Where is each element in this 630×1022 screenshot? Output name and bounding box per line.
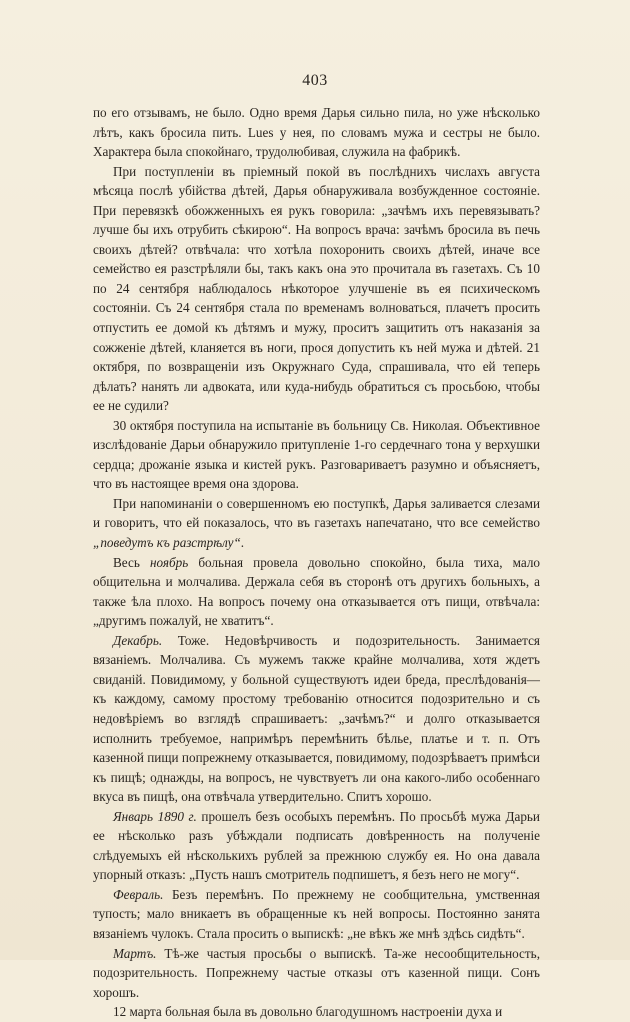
text-run: Тѣ-же частыя просьбы о выпискѣ. Та-же несообщительность, подозрительность. Попрежнему частые отказы отъ казенной пищи. Сонъ хорошъ. <box>93 945 540 1000</box>
italic-text: Декабрь. <box>113 632 163 648</box>
paragraph <box>93 885 540 944</box>
italic-text: ноябрь <box>149 554 189 570</box>
text-run: 12 марта больная была въ довольно благодушномъ настроеніи духа и <box>113 1004 503 1020</box>
text-run: При напоминаніи о совершенномъ ею поступкѣ, Дарья заливается слезами и говоритъ, что ей показалось, что въ газетахъ напечатано, что все семейство <box>93 495 540 531</box>
paragraph <box>93 807 540 885</box>
body-text <box>93 103 540 1022</box>
paragraph <box>93 416 540 494</box>
italic-text: Январь 1890 г. <box>113 808 197 824</box>
paragraph <box>93 944 540 1003</box>
page-number: 403 <box>302 72 328 89</box>
text-run: больная провела довольно спокойно, была тиха, мало общительна и молчалива. Держала себя въ сторонѣ отъ другихъ больныхъ, а также ѣла плохо. На вопросъ почему она отказывается отъ пищи, отвѣчала: „другимъ пожалуй, не хватитъ“. <box>93 554 540 629</box>
text-run: по его отзывамъ, не было. Одно время Дарья сильно пила, но уже нѣсколько лѣтъ, какъ бросила пить. Lues у нея, по словамъ мужа и сестры не было. Характера была спокойнаго, трудолюбивая, служила на фабрикѣ. <box>93 105 540 160</box>
text-run: При поступленіи въ пріемный покой въ послѣднихъ числахъ августа мѣсяца послѣ убійства дѣтей, Дарья обнаруживала возбужденное состояніе. При перевязкѣ обожженныхъ ея рукъ говорила: „зачѣмъ ихъ перевязывать? лучше бы ихъ отрубить сѣкирою“. На вопросъ врача: зачѣмъ бросила въ печь своихъ дѣтей? отвѣчала: что хотѣла похоронить своихъ дѣтей, иначе все семейство ея разстрѣляли бы, такъ какъ она это прочитала въ газетахъ. Съ 10 по 24 сентября наблюдалось нѣкоторое улучшеніе въ ея психическомъ состояніи. Съ 24 сентября стала по временамъ волноваться, плачетъ просить отпустить ее домой къ дѣтямъ и мужу, проситъ защитить отъ наказанія за сожженіе дѣтей, кланяется въ ноги, прося допустить къ ней мужа и дѣтей. 21 октября, по возвращеніи изъ Окружнаго Суда, спрашивала, что ей теперь дѣлать? нанять ли адвоката, или куда-нибудь обратиться съ просьбою, чтобы ее не судили? <box>93 163 540 414</box>
text-run: Весь <box>113 554 150 570</box>
italic-text: Мартъ. <box>113 945 157 961</box>
text-run: Тоже. Недовѣрчивость и подозрительность. Занимается вязаніемъ. Молчалива. Съ мужемъ также крайне молчалива, хотя ждетъ свиданій. Повидимому, у больной существуютъ идеи бреда, преслѣдованія—къ каждому, самому простому требованію относится подозрительно и съ недовѣріемъ во взглядѣ спрашиваетъ: „зачѣмъ?“ и долго отказывается исполнить требуемое, напримѣръ перемѣнить бѣлье, платье и т. п. Отъ казенной пищи попрежнему отказывается, повидимому, подозрѣваетъ примѣси къ пищѣ; однажды, на вопросъ, не чувствуетъ ли она какого-либо особеннаго вкуса въ пищѣ, она отвѣчала утвердительно. Спитъ хорошо. <box>93 632 540 805</box>
paragraph <box>93 1002 540 1022</box>
paragraph <box>93 494 540 553</box>
text-run: 30 октября поступила на испытаніе въ больницу Св. Николая. Объективное изслѣдованіе Дарьи обнаружило притупленіе 1-го сердечнаго тона у верхушки сердца; дрожаніе языка и кистей рукъ. Разговариваетъ разумно и объясняетъ, что въ настоящее время она здорова. <box>93 417 540 492</box>
paragraph <box>93 631 540 807</box>
paragraph <box>93 162 540 416</box>
italic-text: Февраль. <box>113 886 164 902</box>
paragraph <box>93 553 540 631</box>
text-run: . <box>240 535 245 551</box>
text-run: Безъ перемѣнъ. По прежнему не сообщительна, умственная тупость; мало вникаетъ въ обращенные къ ней вопросы. Постоянно занята вязаніемъ чулокъ. Стала просить о выпискѣ: „не вѣкъ же мнѣ здѣсь сидѣть“. <box>93 886 540 941</box>
paragraph <box>93 103 540 162</box>
text-run: прошелъ безъ особыхъ перемѣнъ. По просьбѣ мужа Дарьи ее нѣсколько разъ убѣждали подписать довѣренность на полученіе слѣдуемыхъ ей нѣсколькихъ рублей за прежнюю службу ея. Но она давала упорный отказъ: „Пусть нашъ смотритель подпишетъ, я безъ него не могу“. <box>93 808 540 883</box>
italic-text: „поведутъ къ разстрѣлу“ <box>93 535 241 551</box>
